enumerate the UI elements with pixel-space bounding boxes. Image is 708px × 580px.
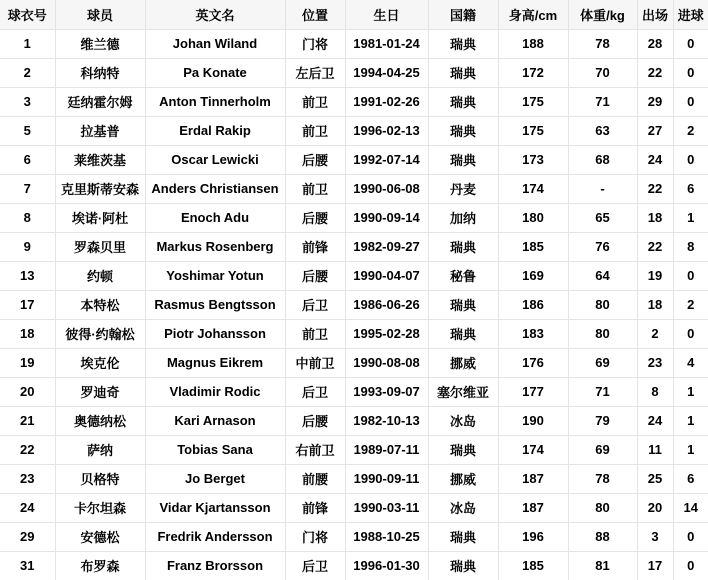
table-cell: 0 bbox=[673, 29, 708, 58]
table-cell: 18 bbox=[0, 319, 55, 348]
table-cell: 1 bbox=[673, 435, 708, 464]
table-cell: 后卫 bbox=[285, 290, 345, 319]
table-cell: 14 bbox=[673, 493, 708, 522]
table-cell: 前卫 bbox=[285, 174, 345, 203]
table-cell: 174 bbox=[498, 174, 568, 203]
table-cell: Jo Berget bbox=[145, 464, 285, 493]
table-cell: Markus Rosenberg bbox=[145, 232, 285, 261]
table-cell: 1982-09-27 bbox=[345, 232, 428, 261]
table-cell: 177 bbox=[498, 377, 568, 406]
table-cell: 185 bbox=[498, 232, 568, 261]
table-cell: 1 bbox=[673, 377, 708, 406]
table-cell: 1989-07-11 bbox=[345, 435, 428, 464]
table-cell: 3 bbox=[637, 522, 673, 551]
table-cell: Yoshimar Yotun bbox=[145, 261, 285, 290]
table-cell: Anton Tinnerholm bbox=[145, 87, 285, 116]
table-row bbox=[0, 232, 708, 261]
table-cell: 1990-06-08 bbox=[345, 174, 428, 203]
table-row bbox=[0, 29, 708, 58]
table-cell: 1 bbox=[673, 203, 708, 232]
header-row bbox=[0, 0, 708, 29]
table-cell: 秘鲁 bbox=[428, 261, 498, 290]
table-row bbox=[0, 116, 708, 145]
table-cell: 0 bbox=[673, 145, 708, 174]
table-cell: 22 bbox=[637, 232, 673, 261]
table-cell: 22 bbox=[637, 174, 673, 203]
table-row bbox=[0, 435, 708, 464]
column-header-3: 位置 bbox=[285, 0, 345, 29]
table-cell: 维兰德 bbox=[55, 29, 145, 58]
table-cell: 188 bbox=[498, 29, 568, 58]
table-cell: 0 bbox=[673, 319, 708, 348]
table-cell: 0 bbox=[673, 261, 708, 290]
table-cell: 6 bbox=[0, 145, 55, 174]
table-cell: 21 bbox=[0, 406, 55, 435]
table-cell: 65 bbox=[568, 203, 637, 232]
table-cell: 2 bbox=[637, 319, 673, 348]
table-row bbox=[0, 348, 708, 377]
table-cell: 9 bbox=[0, 232, 55, 261]
table-cell: 拉基普 bbox=[55, 116, 145, 145]
table-cell: 17 bbox=[637, 551, 673, 580]
table-cell: 挪威 bbox=[428, 464, 498, 493]
table-cell: 瑞典 bbox=[428, 522, 498, 551]
column-header-4: 生日 bbox=[345, 0, 428, 29]
table-cell: 71 bbox=[568, 377, 637, 406]
table-header bbox=[0, 0, 708, 29]
table-cell: 冰岛 bbox=[428, 406, 498, 435]
table-cell: 1996-02-13 bbox=[345, 116, 428, 145]
table-cell: 24 bbox=[637, 145, 673, 174]
table-row bbox=[0, 522, 708, 551]
table-cell: 68 bbox=[568, 145, 637, 174]
table-cell: 瑞典 bbox=[428, 232, 498, 261]
table-cell: 70 bbox=[568, 58, 637, 87]
table-row bbox=[0, 203, 708, 232]
table-cell: Johan Wiland bbox=[145, 29, 285, 58]
table-cell: Pa Konate bbox=[145, 58, 285, 87]
table-cell: 175 bbox=[498, 116, 568, 145]
table-cell: 69 bbox=[568, 348, 637, 377]
table-cell: 后腰 bbox=[285, 145, 345, 174]
table-cell: 76 bbox=[568, 232, 637, 261]
table-cell: 右前卫 bbox=[285, 435, 345, 464]
table-cell: 187 bbox=[498, 493, 568, 522]
table-cell: 丹麦 bbox=[428, 174, 498, 203]
table-cell: 瑞典 bbox=[428, 290, 498, 319]
table-cell: 27 bbox=[637, 116, 673, 145]
table-row bbox=[0, 464, 708, 493]
table-cell: 1992-07-14 bbox=[345, 145, 428, 174]
table-cell: 1 bbox=[0, 29, 55, 58]
table-cell: Fredrik Andersson bbox=[145, 522, 285, 551]
table-cell: 185 bbox=[498, 551, 568, 580]
column-header-9: 进球 bbox=[673, 0, 708, 29]
table-cell: 173 bbox=[498, 145, 568, 174]
table-cell: 埃诺·阿杜 bbox=[55, 203, 145, 232]
table-cell: 80 bbox=[568, 493, 637, 522]
table-cell: 冰岛 bbox=[428, 493, 498, 522]
column-header-5: 国籍 bbox=[428, 0, 498, 29]
table-cell: 后腰 bbox=[285, 261, 345, 290]
table-cell: 廷纳霍尔姆 bbox=[55, 87, 145, 116]
table-row bbox=[0, 87, 708, 116]
table-cell: 2 bbox=[0, 58, 55, 87]
table-row bbox=[0, 319, 708, 348]
table-cell: 64 bbox=[568, 261, 637, 290]
table-cell: 88 bbox=[568, 522, 637, 551]
table-cell: 20 bbox=[637, 493, 673, 522]
table-cell: 24 bbox=[637, 406, 673, 435]
table-cell: 19 bbox=[0, 348, 55, 377]
table-cell: 1995-02-28 bbox=[345, 319, 428, 348]
table-cell: 塞尔维亚 bbox=[428, 377, 498, 406]
table-body bbox=[0, 29, 708, 580]
table-cell: 24 bbox=[0, 493, 55, 522]
table-cell: 2 bbox=[673, 290, 708, 319]
table-cell: 后卫 bbox=[285, 377, 345, 406]
table-cell: 1 bbox=[673, 406, 708, 435]
table-cell: Oscar Lewicki bbox=[145, 145, 285, 174]
table-cell: 0 bbox=[673, 58, 708, 87]
table-cell: 科纳特 bbox=[55, 58, 145, 87]
table-cell: 前锋 bbox=[285, 232, 345, 261]
table-cell: 169 bbox=[498, 261, 568, 290]
table-cell: 79 bbox=[568, 406, 637, 435]
column-header-0: 球衣号 bbox=[0, 0, 55, 29]
table-cell: - bbox=[568, 174, 637, 203]
table-cell: 1993-09-07 bbox=[345, 377, 428, 406]
table-cell: 29 bbox=[637, 87, 673, 116]
table-cell: 190 bbox=[498, 406, 568, 435]
table-row bbox=[0, 58, 708, 87]
table-cell: 中前卫 bbox=[285, 348, 345, 377]
table-row bbox=[0, 551, 708, 580]
table-cell: 22 bbox=[0, 435, 55, 464]
table-row bbox=[0, 377, 708, 406]
table-row bbox=[0, 406, 708, 435]
table-cell: 约顿 bbox=[55, 261, 145, 290]
table-cell: 18 bbox=[637, 203, 673, 232]
table-cell: 1990-03-11 bbox=[345, 493, 428, 522]
table-cell: 瑞典 bbox=[428, 58, 498, 87]
column-header-2: 英文名 bbox=[145, 0, 285, 29]
table-cell: 0 bbox=[673, 551, 708, 580]
table-cell: 80 bbox=[568, 290, 637, 319]
table-cell: 瑞典 bbox=[428, 435, 498, 464]
table-cell: 后腰 bbox=[285, 406, 345, 435]
table-cell: 5 bbox=[0, 116, 55, 145]
table-cell: 萨纳 bbox=[55, 435, 145, 464]
table-row bbox=[0, 290, 708, 319]
table-cell: Magnus Eikrem bbox=[145, 348, 285, 377]
table-cell: Vidar Kjartansson bbox=[145, 493, 285, 522]
table-cell: 1994-04-25 bbox=[345, 58, 428, 87]
table-cell: 6 bbox=[673, 464, 708, 493]
table-cell: Anders Christiansen bbox=[145, 174, 285, 203]
table-cell: 瑞典 bbox=[428, 87, 498, 116]
table-cell: 186 bbox=[498, 290, 568, 319]
column-header-1: 球员 bbox=[55, 0, 145, 29]
table-cell: 0 bbox=[673, 87, 708, 116]
table-cell: 13 bbox=[0, 261, 55, 290]
table-cell: 前卫 bbox=[285, 116, 345, 145]
table-cell: 174 bbox=[498, 435, 568, 464]
table-cell: 挪威 bbox=[428, 348, 498, 377]
table-cell: Piotr Johansson bbox=[145, 319, 285, 348]
table-cell: 1990-04-07 bbox=[345, 261, 428, 290]
table-cell: 8 bbox=[0, 203, 55, 232]
table-cell: 前卫 bbox=[285, 87, 345, 116]
table-cell: 1991-02-26 bbox=[345, 87, 428, 116]
table-cell: 前腰 bbox=[285, 464, 345, 493]
table-cell: 安德松 bbox=[55, 522, 145, 551]
table-cell: 78 bbox=[568, 29, 637, 58]
table-cell: 196 bbox=[498, 522, 568, 551]
table-cell: 8 bbox=[673, 232, 708, 261]
column-header-6: 身高/cm bbox=[498, 0, 568, 29]
table-cell: 63 bbox=[568, 116, 637, 145]
table-cell: 25 bbox=[637, 464, 673, 493]
table-cell: 克里斯蒂安森 bbox=[55, 174, 145, 203]
table-cell: 17 bbox=[0, 290, 55, 319]
table-cell: 175 bbox=[498, 87, 568, 116]
table-row bbox=[0, 174, 708, 203]
table-cell: 2 bbox=[673, 116, 708, 145]
table-cell: 1988-10-25 bbox=[345, 522, 428, 551]
table-cell: 1982-10-13 bbox=[345, 406, 428, 435]
table-cell: 奥德纳松 bbox=[55, 406, 145, 435]
table-cell: 1990-09-11 bbox=[345, 464, 428, 493]
table-cell: Vladimir Rodic bbox=[145, 377, 285, 406]
table-cell: 贝格特 bbox=[55, 464, 145, 493]
table-cell: 1986-06-26 bbox=[345, 290, 428, 319]
table-cell: 瑞典 bbox=[428, 551, 498, 580]
table-cell: 81 bbox=[568, 551, 637, 580]
table-cell: 172 bbox=[498, 58, 568, 87]
table-cell: 加纳 bbox=[428, 203, 498, 232]
table-cell: Franz Brorsson bbox=[145, 551, 285, 580]
column-header-7: 体重/kg bbox=[568, 0, 637, 29]
table-cell: 门将 bbox=[285, 29, 345, 58]
table-cell: 后卫 bbox=[285, 551, 345, 580]
table-cell: 3 bbox=[0, 87, 55, 116]
table-cell: 187 bbox=[498, 464, 568, 493]
table-cell: 埃克伦 bbox=[55, 348, 145, 377]
table-cell: 卡尔坦森 bbox=[55, 493, 145, 522]
table-cell: 彼得·约翰松 bbox=[55, 319, 145, 348]
table-cell: 罗迪奇 bbox=[55, 377, 145, 406]
table-cell: Enoch Adu bbox=[145, 203, 285, 232]
table-cell: 183 bbox=[498, 319, 568, 348]
table-cell: Tobias Sana bbox=[145, 435, 285, 464]
table-cell: 28 bbox=[637, 29, 673, 58]
table-cell: 8 bbox=[637, 377, 673, 406]
table-cell: 后腰 bbox=[285, 203, 345, 232]
table-cell: Kari Arnason bbox=[145, 406, 285, 435]
table-cell: 180 bbox=[498, 203, 568, 232]
table-cell: 22 bbox=[637, 58, 673, 87]
table-cell: 瑞典 bbox=[428, 319, 498, 348]
table-cell: 瑞典 bbox=[428, 145, 498, 174]
table-cell: 布罗森 bbox=[55, 551, 145, 580]
table-cell: 0 bbox=[673, 522, 708, 551]
table-cell: 31 bbox=[0, 551, 55, 580]
table-cell: Rasmus Bengtsson bbox=[145, 290, 285, 319]
table-cell: 瑞典 bbox=[428, 116, 498, 145]
table-cell: 门将 bbox=[285, 522, 345, 551]
table-cell: 29 bbox=[0, 522, 55, 551]
table-cell: 19 bbox=[637, 261, 673, 290]
column-header-8: 出场 bbox=[637, 0, 673, 29]
table-cell: 11 bbox=[637, 435, 673, 464]
table-cell: 71 bbox=[568, 87, 637, 116]
table-row bbox=[0, 261, 708, 290]
table-cell: 1990-08-08 bbox=[345, 348, 428, 377]
table-cell: 前锋 bbox=[285, 493, 345, 522]
table-cell: 1990-09-14 bbox=[345, 203, 428, 232]
table-cell: 80 bbox=[568, 319, 637, 348]
table-cell: 20 bbox=[0, 377, 55, 406]
table-cell: 4 bbox=[673, 348, 708, 377]
table-cell: 23 bbox=[637, 348, 673, 377]
table-cell: 罗森贝里 bbox=[55, 232, 145, 261]
table-cell: 78 bbox=[568, 464, 637, 493]
table-cell: 左后卫 bbox=[285, 58, 345, 87]
table-cell: 本特松 bbox=[55, 290, 145, 319]
table-cell: 1981-01-24 bbox=[345, 29, 428, 58]
table-cell: 6 bbox=[673, 174, 708, 203]
table-cell: 1996-01-30 bbox=[345, 551, 428, 580]
table-cell: 176 bbox=[498, 348, 568, 377]
table-row bbox=[0, 145, 708, 174]
table-cell: 69 bbox=[568, 435, 637, 464]
table-cell: 莱维茨基 bbox=[55, 145, 145, 174]
table-cell: 18 bbox=[637, 290, 673, 319]
table-cell: Erdal Rakip bbox=[145, 116, 285, 145]
table-cell: 前卫 bbox=[285, 319, 345, 348]
table-row bbox=[0, 493, 708, 522]
table-cell: 瑞典 bbox=[428, 29, 498, 58]
table-cell: 23 bbox=[0, 464, 55, 493]
table-cell: 7 bbox=[0, 174, 55, 203]
